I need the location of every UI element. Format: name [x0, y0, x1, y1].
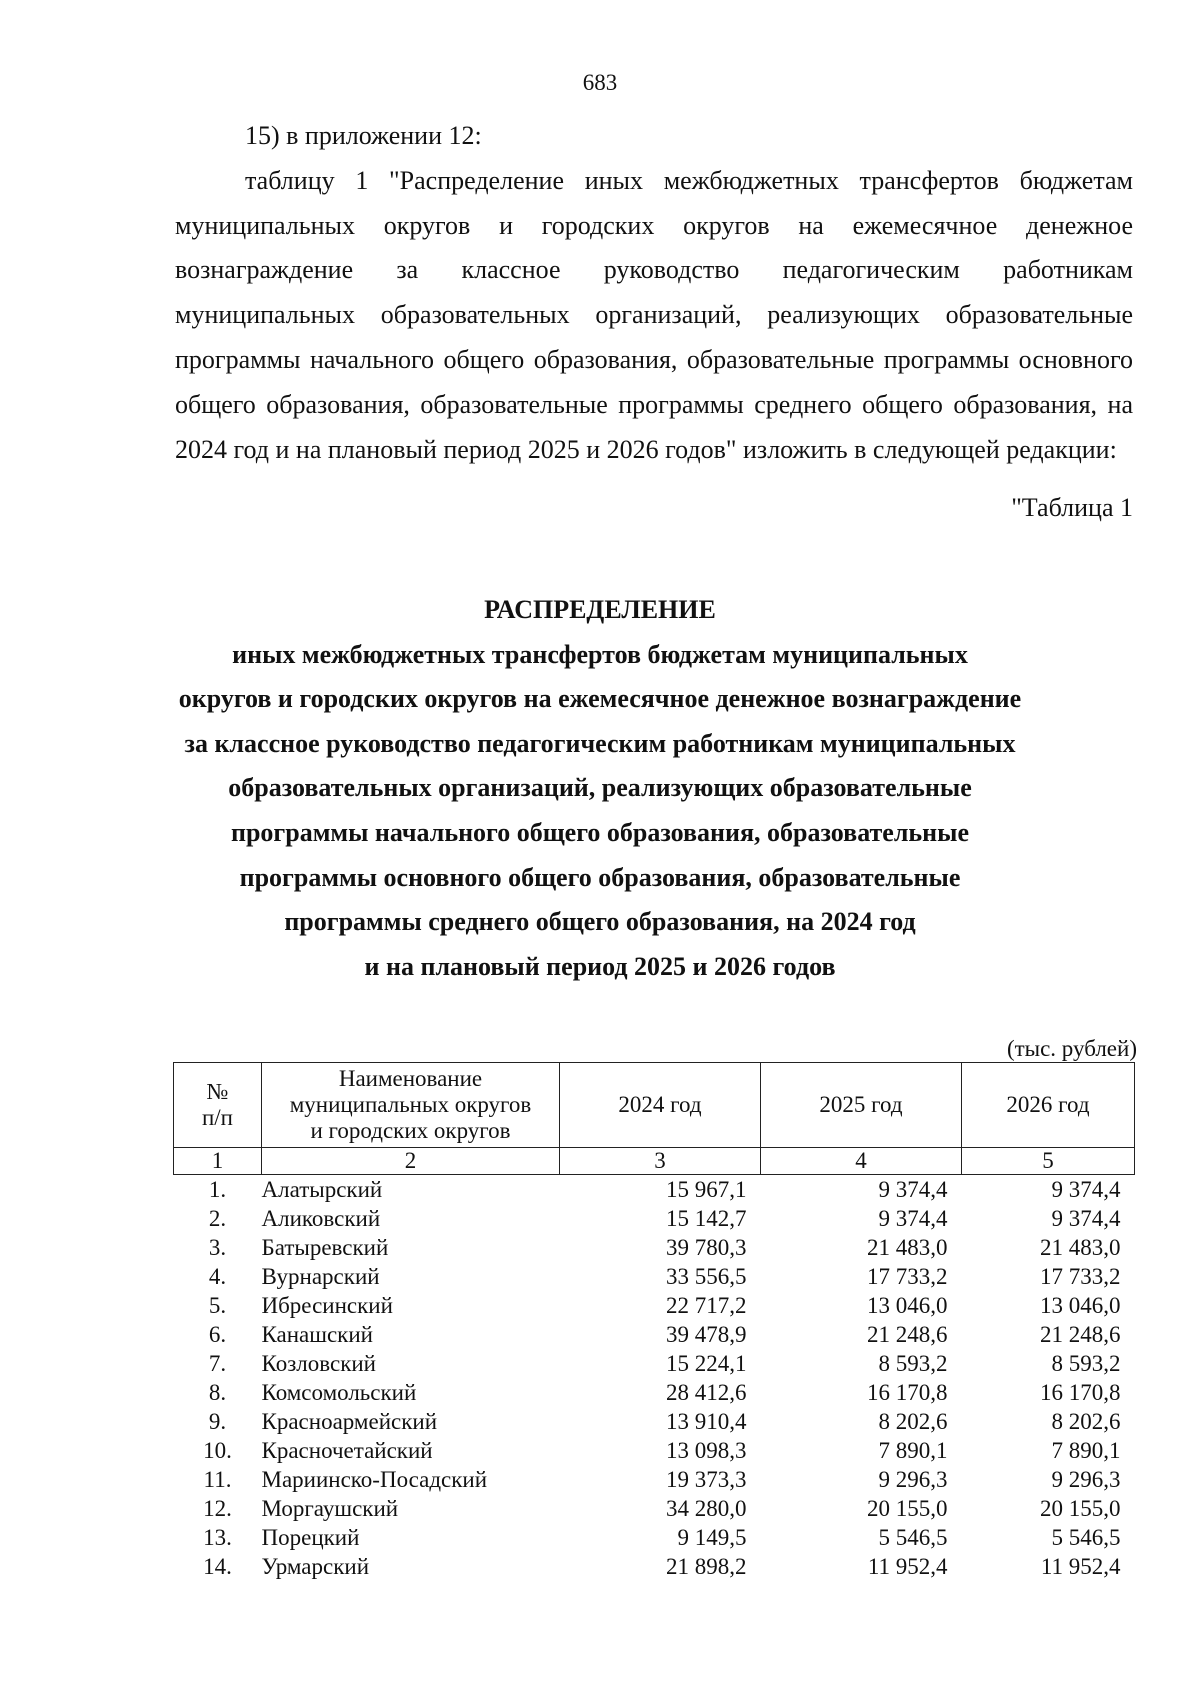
value-2024: 33 556,5: [666, 1264, 747, 1289]
amendment-item: 15) в приложении 12:: [245, 121, 482, 150]
value-2024: 39 780,3: [666, 1235, 747, 1260]
value-2026: 21 248,6: [1040, 1322, 1121, 1347]
district-name: Аликовский: [261, 1206, 381, 1231]
heading-line: и на плановый период 2025 и 2026 годов: [364, 951, 836, 981]
value-2025: 11 952,4: [867, 1554, 948, 1579]
table-row: [174, 1320, 1135, 1349]
row-number: 6.: [208, 1322, 227, 1347]
table-row: [174, 1175, 1135, 1205]
row-number: 5.: [208, 1293, 227, 1318]
table-row: [174, 1465, 1135, 1494]
column-number: 5: [962, 1148, 1135, 1175]
column-number: 3: [560, 1148, 761, 1175]
value-2026: 8 593,2: [1051, 1351, 1121, 1376]
value-2025: 13 046,0: [867, 1293, 948, 1318]
district-name: Алатырский: [261, 1177, 383, 1202]
header-2024: 2024 год: [560, 1063, 761, 1148]
row-number: 4.: [208, 1264, 227, 1289]
row-number: 9.: [208, 1409, 227, 1434]
district-name: Вурнарский: [261, 1264, 380, 1289]
value-2025: 21 483,0: [867, 1235, 948, 1260]
heading-line: за классное руководство педагогическим работникам муниципальных: [184, 728, 1016, 758]
district-name: Моргаушский: [261, 1496, 399, 1521]
district-name: Комсомольский: [261, 1380, 417, 1405]
table-heading: [150, 588, 1050, 989]
heading-line: программы начального общего образования, образовательные: [230, 817, 969, 847]
header-name: Наименование муниципальных округов и городских округов: [262, 1063, 560, 1148]
value-2026: 9 374,4: [1051, 1206, 1121, 1231]
header-number: № п/п: [174, 1063, 262, 1148]
header-2026: 2026 год: [962, 1063, 1135, 1148]
table-row: [174, 1378, 1135, 1407]
value-2026: 20 155,0: [1040, 1496, 1121, 1521]
table-row: [174, 1349, 1135, 1378]
value-2024: 15 224,1: [666, 1351, 747, 1376]
table-header-row: [174, 1063, 1135, 1148]
value-2025: 7 890,1: [878, 1438, 948, 1463]
district-name: Канашский: [261, 1322, 373, 1347]
value-2025: 9 374,4: [878, 1206, 948, 1231]
value-2024: 28 412,6: [666, 1380, 747, 1405]
table-row: [174, 1291, 1135, 1320]
table-label: "Таблица 1: [1011, 493, 1133, 522]
value-2024: 13 910,4: [666, 1409, 747, 1434]
value-2026: 13 046,0: [1040, 1293, 1121, 1318]
value-2024: 22 717,2: [666, 1293, 747, 1318]
district-name: Красноармейский: [261, 1409, 437, 1434]
value-2024: 15 967,1: [666, 1177, 747, 1202]
district-name: Ибресинский: [261, 1293, 393, 1318]
row-number: 12.: [203, 1496, 232, 1521]
value-2026: 8 202,6: [1051, 1409, 1121, 1434]
page-number: 683: [582, 70, 618, 95]
table-row: [174, 1523, 1135, 1552]
value-2026: 21 483,0: [1040, 1235, 1121, 1260]
units-note: (тыс. рублей): [1006, 1036, 1137, 1061]
table-row: [174, 1436, 1135, 1465]
value-2024: 21 898,2: [666, 1554, 747, 1579]
table-row: [174, 1494, 1135, 1523]
column-number-row: [174, 1148, 1135, 1175]
amendment-body: таблицу 1 "Распределение иных межбюджетных трансфертов бюджетам муниципальных округов и городских округов на ежемесячное денежное вознаграждение за классное руководство педагогическим работникам муниципальных образовательных организаций, реализующих образовательные программы начального общего образования, образовательные программы основного общего образования, образовательные программы среднего общего образования, на 2024 год и на плановый период 2025 и 2026 годов" изложить в следующей редакции:: [175, 165, 1133, 464]
value-2024: 9 149,5: [677, 1525, 747, 1550]
row-number: 1.: [208, 1177, 227, 1202]
heading-line: образовательных организаций, реализующих образовательные: [228, 773, 972, 803]
row-number: 13.: [203, 1525, 232, 1550]
heading-line: иных межбюджетных трансфертов бюджетам муниципальных: [232, 639, 968, 669]
column-number: 1: [174, 1148, 262, 1175]
heading-line: программы среднего общего образования, на 2024 год: [284, 907, 916, 937]
heading-line: программы основного общего образования, образовательные: [239, 862, 961, 892]
district-name: Красночетайский: [261, 1438, 433, 1463]
district-name: Урмарский: [261, 1554, 370, 1579]
distribution-table: [173, 1062, 1135, 1581]
value-2025: 16 170,8: [867, 1380, 948, 1405]
value-2026: 9 296,3: [1051, 1467, 1121, 1492]
district-name: Мариинско-Посадский: [261, 1467, 488, 1492]
value-2025: 8 202,6: [878, 1409, 948, 1434]
row-number: 2.: [208, 1206, 227, 1231]
row-number: 14.: [203, 1554, 232, 1579]
intro-text: [175, 114, 1133, 472]
header-2025: 2025 год: [761, 1063, 962, 1148]
value-2026: 17 733,2: [1040, 1264, 1121, 1289]
value-2026: 7 890,1: [1051, 1438, 1121, 1463]
value-2025: 17 733,2: [867, 1264, 948, 1289]
column-number: 2: [262, 1148, 560, 1175]
heading-title: РАСПРЕДЕЛЕНИЕ: [484, 595, 716, 624]
row-number: 8.: [208, 1380, 227, 1405]
district-name: Порецкий: [261, 1525, 360, 1550]
value-2024: 39 478,9: [666, 1322, 747, 1347]
value-2025: 5 546,5: [878, 1525, 948, 1550]
value-2025: 20 155,0: [867, 1496, 948, 1521]
district-name: Козловский: [261, 1351, 376, 1376]
table-row: [174, 1204, 1135, 1233]
value-2024: 15 142,7: [666, 1206, 747, 1231]
value-2026: 16 170,8: [1040, 1380, 1121, 1405]
row-number: 3.: [208, 1235, 227, 1260]
value-2024: 13 098,3: [666, 1438, 747, 1463]
value-2025: 8 593,2: [878, 1351, 948, 1376]
value-2026: 5 546,5: [1051, 1525, 1121, 1550]
value-2026: 11 952,4: [1040, 1554, 1121, 1579]
table-body: [174, 1175, 1135, 1582]
row-number: 10.: [203, 1438, 232, 1463]
value-2024: 19 373,3: [666, 1467, 747, 1492]
heading-line: округов и городских округов на ежемесячное денежное вознаграждение: [178, 684, 1022, 714]
value-2025: 9 296,3: [878, 1467, 948, 1492]
table-row: [174, 1233, 1135, 1262]
row-number: 7.: [208, 1351, 227, 1376]
value-2026: 9 374,4: [1051, 1177, 1121, 1202]
table-row: [174, 1262, 1135, 1291]
value-2025: 9 374,4: [878, 1177, 948, 1202]
row-number: 11.: [203, 1467, 232, 1492]
value-2024: 34 280,0: [666, 1496, 747, 1521]
column-number: 4: [761, 1148, 962, 1175]
table-row: [174, 1407, 1135, 1436]
table-row: [174, 1552, 1135, 1581]
district-name: Батыревский: [261, 1235, 389, 1260]
value-2025: 21 248,6: [867, 1322, 948, 1347]
